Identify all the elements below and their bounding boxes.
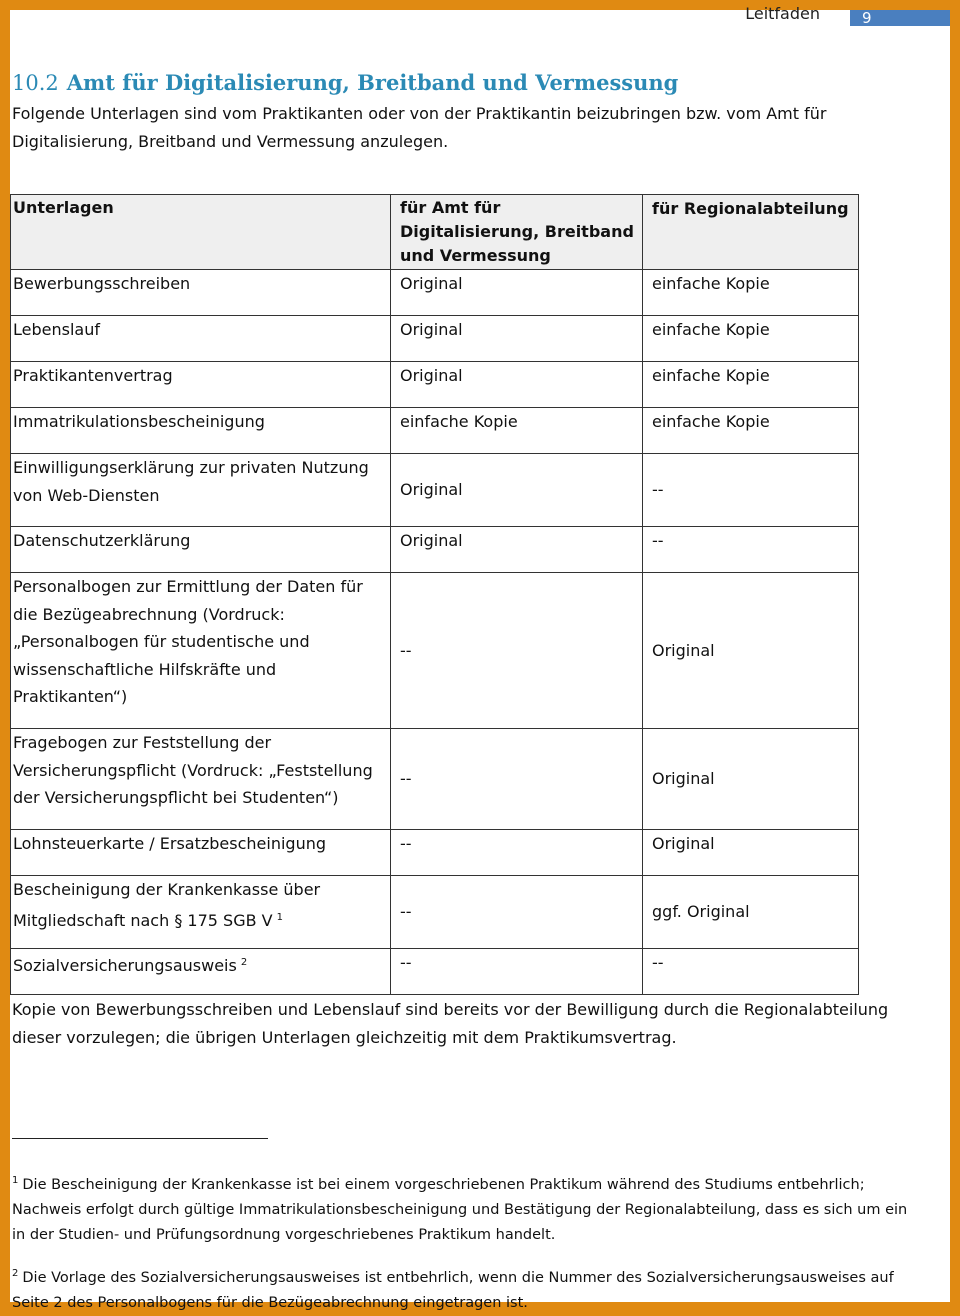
cell-region: Original <box>643 729 859 830</box>
footnote-ref-2[interactable]: 2 <box>240 957 248 968</box>
table-header-row <box>11 195 859 270</box>
header-amt: für Amt für Digitalisierung, Breitband und Vermessung <box>391 195 643 270</box>
cell-document: Bescheinigung der Krankenkasse über Mitgliedschaft nach § 175 SGB V $^1$ <box>11 876 391 949</box>
cell-amt: -- <box>391 573 643 729</box>
header-region: für Regionalabteilung <box>643 195 859 270</box>
cell-region: Original <box>643 830 859 876</box>
cell-amt: einfache Kopie <box>391 408 643 454</box>
table-row <box>11 527 859 573</box>
cell-amt: Original <box>391 362 643 408</box>
footnote-mark-1: 1 <box>12 1175 19 1186</box>
table-row <box>11 729 859 830</box>
cell-region: -- <box>643 949 859 995</box>
table-row <box>11 270 859 316</box>
cell-document: Bewerbungsschreiben <box>11 270 391 316</box>
cell-document: Sozialversicherungsausweis $^2$ <box>11 949 391 995</box>
cell-region: einfache Kopie <box>643 362 859 408</box>
cell-amt: -- <box>391 876 643 949</box>
table-row <box>11 408 859 454</box>
cell-document: Datenschutzerklärung <box>11 527 391 573</box>
section-heading <box>12 70 678 95</box>
cell-region: einfache Kopie <box>643 316 859 362</box>
cell-region: -- <box>643 454 859 527</box>
table-row <box>11 454 859 527</box>
cell-region: einfache Kopie <box>643 270 859 316</box>
cell-region: einfache Kopie <box>643 408 859 454</box>
footnote-separator <box>12 1138 268 1139</box>
document-page <box>10 4 950 1311</box>
cell-region: -- <box>643 527 859 573</box>
footnote-1 <box>12 1168 912 1248</box>
after-table-paragraph: Kopie von Bewerbungsschreiben und Lebenslauf sind bereits vor der Bewilligung durch die Regionalabteilung dieser vorzulegen; die übrigen Unterlagen gleichzeitig mit dem Praktikumsvertrag. <box>12 1000 889 1047</box>
table-row <box>11 573 859 729</box>
page-number: 9 <box>862 9 872 27</box>
table-row <box>11 316 859 362</box>
table-row <box>11 876 859 949</box>
intro-paragraph: Folgende Unterlagen sind vom Praktikanten oder von der Praktikantin beizubringen bzw. vom Amt für Digitalisierung, Breitband und Vermessung anzulegen. <box>12 104 827 151</box>
cell-amt: Original <box>391 316 643 362</box>
cell-document: Lohnsteuerkarte / Ersatzbescheinigung <box>11 830 391 876</box>
section-title: Amt für Digitalisierung, Breitband und Vermessung <box>66 70 679 95</box>
running-header <box>10 4 950 30</box>
section-number: 10.2 <box>12 71 59 95</box>
cell-document: Einwilligungserklärung zur privaten Nutzung von Web-Diensten <box>11 454 391 527</box>
table-row <box>11 830 859 876</box>
cell-amt: -- <box>391 729 643 830</box>
cell-document: Immatrikulationsbescheinigung <box>11 408 391 454</box>
cell-amt: -- <box>391 830 643 876</box>
cell-amt: Original <box>391 527 643 573</box>
footnote-text-1: Die Bescheinigung der Krankenkasse ist bei einem vorgeschriebenen Praktikum während des Studiums entbehrlich; Nachweis erfolgt durch gültige Immatrikulationsbescheinigung und Bestätigung der Regionalabteilung, dass es sich um ein in der Studien- und Prüfungsordnung vorgeschriebenes Praktikum handelt. <box>12 1177 908 1243</box>
cell-document: Personalbogen zur Ermittlung der Daten für die Bezügeabrechnung (Vordruck: „Personalbogen für studentische und wissenschaftliche Hilfskräfte und Praktikanten“) <box>11 573 391 729</box>
footnote-ref-1[interactable]: 1 <box>276 911 283 923</box>
page-number-box <box>850 10 950 26</box>
footnote-text-2: Die Vorlage des Sozialversicherungsausweises ist entbehrlich, wenn die Nummer des Sozialversicherungsausweises auf Seite 2 des Personalbogens für die Bezügeabrechnung eingetragen ist. <box>12 1270 894 1311</box>
cell-document: Fragebogen zur Feststellung der Versicherungspflicht (Vordruck: „Feststellung der Versicherungspflicht bei Studenten“) <box>11 729 391 830</box>
cell-amt: Original <box>391 454 643 527</box>
table-row <box>11 362 859 408</box>
running-title: Leitfaden <box>745 4 820 23</box>
table-row <box>11 949 859 995</box>
cell-region: ggf. Original <box>643 876 859 949</box>
footnote-2 <box>12 1261 912 1316</box>
cell-region: Original <box>643 573 859 729</box>
cell-document: Lebenslauf <box>11 316 391 362</box>
cell-document: Praktikantenvertrag <box>11 362 391 408</box>
documents-table <box>10 194 859 995</box>
footnote-mark-2: 2 <box>12 1268 19 1279</box>
header-documents: Unterlagen <box>11 195 391 270</box>
cell-amt: Original <box>391 270 643 316</box>
cell-amt: -- <box>391 949 643 995</box>
